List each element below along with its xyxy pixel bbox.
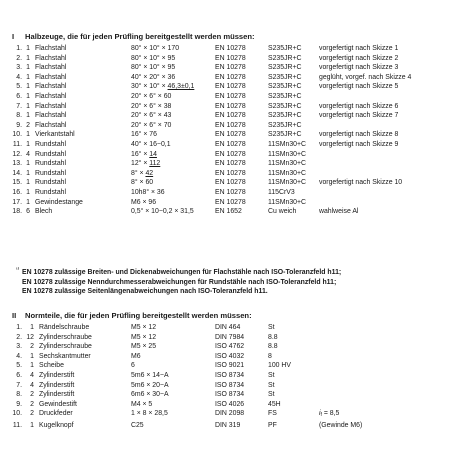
- row-quantity: 12: [26, 333, 34, 341]
- row-material: St: [268, 324, 275, 331]
- row-note: (Gewinde M6): [319, 421, 363, 429]
- table-row: [10, 323, 455, 333]
- section-2-title: Normteile, die für jeden Prüfling bereitgestellt werden müssen:: [25, 311, 252, 320]
- row-number: 8.: [16, 391, 22, 399]
- row-note: [319, 409, 455, 421]
- row-note: [319, 352, 455, 362]
- table-row: [10, 371, 455, 381]
- row-material: S235JR+C: [268, 131, 302, 139]
- row-designation: Flachstahl: [35, 83, 67, 91]
- row-dimensions: M5 × 12: [131, 333, 157, 341]
- row-material: S235JR+C: [268, 83, 302, 91]
- footnote-line: EN 10278 zulässige Nenndurchmesserabweichungen für Rundstähle nach ISO-Toleranzfeld h11;: [22, 278, 337, 286]
- row-quantity: 2: [30, 410, 34, 418]
- row-standard: DIN 2098: [215, 410, 245, 418]
- row-dimensions: 16° × 76: [131, 131, 157, 139]
- row-standard: ISO 9021: [215, 362, 245, 370]
- row-material: S235JR+C: [268, 112, 302, 120]
- row-dimensions: 10h8° × 36: [131, 188, 165, 196]
- row-note: vorgefertigt nach Skizze 9: [319, 140, 399, 148]
- row-number: 1.: [16, 324, 22, 331]
- row-designation: Flachstahl: [35, 102, 67, 110]
- row-note: vorgefertigt nach Skizze 1: [319, 45, 399, 52]
- row-designation: Rändelschraube: [39, 324, 90, 331]
- row-note: [319, 198, 455, 208]
- row-dimensions: 80° × 10° × 95: [131, 64, 176, 72]
- standard-parts-table: [10, 323, 455, 431]
- row-designation: Sechskantmutter: [39, 352, 91, 360]
- section-2-heading: [12, 311, 252, 321]
- table-row: [10, 188, 455, 198]
- spring-symbol: i: [319, 410, 321, 418]
- row-dimensions: M4 × 5: [131, 400, 153, 408]
- row-number: 16.: [12, 188, 22, 196]
- row-standard: EN 10278: [215, 198, 246, 206]
- row-quantity: 1: [26, 92, 30, 100]
- row-number: 12.: [12, 150, 22, 158]
- row-note: [319, 121, 455, 131]
- row-designation: Flachstahl: [35, 45, 67, 52]
- table-row: [10, 130, 455, 140]
- row-material: PF: [268, 421, 277, 429]
- row-number: 4.: [16, 73, 22, 81]
- table-row: [10, 381, 455, 391]
- table-row: [10, 352, 455, 362]
- row-material: St: [268, 391, 275, 399]
- row-designation: Gewindestift: [39, 400, 77, 408]
- row-dimensions: 8° × 60: [131, 179, 154, 187]
- table-row: [10, 207, 455, 217]
- row-dimensions: 1 × 8 × 28,5: [131, 410, 168, 418]
- row-note: [319, 333, 455, 343]
- row-number: 14.: [12, 169, 22, 177]
- dimension-prefix: 30° × 10° ×: [131, 83, 168, 91]
- row-dimensions: 40° × 20° × 36: [131, 73, 176, 81]
- table-row: [10, 140, 455, 150]
- table-row: [10, 73, 455, 83]
- dimension-tolerance: 14: [149, 150, 157, 158]
- row-number: 2.: [16, 54, 22, 62]
- row-note: [319, 400, 455, 410]
- row-material: 8.8: [268, 333, 278, 341]
- row-quantity: 1: [26, 64, 30, 72]
- row-dimensions: 5m6 × 20−A: [131, 381, 169, 389]
- row-quantity: 1: [30, 352, 34, 360]
- row-quantity: 1: [26, 169, 30, 177]
- row-designation: Flachstahl: [35, 112, 67, 120]
- row-designation: Rundstahl: [35, 160, 67, 168]
- row-note: [319, 371, 455, 381]
- row-dimensions: 20° × 6° × 43: [131, 112, 172, 120]
- row-note: [319, 159, 455, 169]
- row-note: vorgefertigt nach Skizze 7: [319, 112, 399, 120]
- row-material: 11SMn30+C: [268, 160, 306, 168]
- row-quantity: 1: [26, 83, 30, 91]
- row-designation: Rundstahl: [35, 140, 67, 148]
- row-number: 7.: [16, 381, 22, 389]
- row-quantity: 2: [26, 121, 30, 129]
- row-standard: ISO 4762: [215, 343, 245, 351]
- row-material: 8: [268, 352, 272, 360]
- row-number: 13.: [12, 160, 22, 168]
- row-number: 10.: [12, 131, 22, 139]
- row-quantity: 1: [26, 131, 30, 139]
- row-quantity: 1: [26, 188, 30, 196]
- section-1-title: Halbzeuge, die für jeden Prüfling bereitgestellt werden müssen:: [25, 32, 255, 41]
- row-number: 10.: [12, 410, 22, 418]
- row-number: 3.: [16, 343, 22, 351]
- row-material: 11SMn30+C: [268, 150, 306, 158]
- row-note: vorgefertigt nach Skizze 8: [319, 131, 399, 139]
- row-designation: Rundstahl: [35, 179, 67, 187]
- row-standard: ISO 8734: [215, 381, 245, 389]
- row-note: [319, 390, 455, 400]
- table-row: [10, 421, 455, 431]
- table-row: [10, 82, 455, 92]
- row-designation: Gewindestange: [35, 198, 83, 206]
- row-standard: ISO 4032: [215, 352, 245, 360]
- row-standard: EN 10278: [215, 102, 246, 110]
- row-quantity: 1: [26, 198, 30, 206]
- row-dimensions: M6 × 96: [131, 198, 157, 206]
- row-designation: Druckfeder: [39, 410, 73, 418]
- row-number: 7.: [16, 102, 22, 110]
- row-designation: Blech: [35, 208, 53, 216]
- row-dimensions: [131, 150, 215, 160]
- table-row: [10, 44, 455, 54]
- row-designation: Rundstahl: [35, 150, 67, 158]
- row-material: St: [268, 371, 275, 379]
- row-number: 5.: [16, 83, 22, 91]
- dimension-tolerance: 112: [149, 160, 161, 168]
- row-note: [319, 342, 455, 352]
- row-standard: DIN 7984: [215, 333, 245, 341]
- table-row: [10, 121, 455, 131]
- row-designation: Flachstahl: [35, 121, 67, 129]
- row-quantity: 2: [30, 343, 34, 351]
- row-standard: EN 10278: [215, 54, 246, 62]
- row-standard: EN 10278: [215, 140, 246, 148]
- section-1-number: I: [12, 32, 15, 41]
- table-row: [10, 342, 455, 352]
- row-designation: Scheibe: [39, 362, 64, 370]
- row-standard: EN 10278: [215, 179, 246, 187]
- row-designation: Kugelknopf: [39, 421, 74, 429]
- table-row: [10, 198, 455, 208]
- row-quantity: 1: [26, 73, 30, 81]
- row-dimensions: 0,5° × 10−0,2 × 31,5: [131, 208, 194, 216]
- table-row: [10, 63, 455, 73]
- table-row: [10, 409, 455, 421]
- dimension-tolerance: 46,3±0,1: [167, 83, 195, 91]
- row-number: 11.: [12, 421, 22, 429]
- section-1-heading: [12, 32, 255, 42]
- row-designation: Flachstahl: [35, 73, 67, 81]
- row-quantity: 1: [26, 102, 30, 110]
- row-designation: Flachstahl: [35, 92, 67, 100]
- row-dimensions: M5 × 12: [131, 324, 157, 331]
- row-quantity: 2: [30, 400, 34, 408]
- row-designation: Zylinderschraube: [39, 343, 92, 351]
- row-standard: ISO 8734: [215, 391, 245, 399]
- row-quantity: 4: [26, 150, 30, 158]
- row-standard: EN 10278: [215, 169, 246, 177]
- row-material: S235JR+C: [268, 64, 302, 72]
- row-material: 8.8: [268, 343, 278, 351]
- row-number: 2.: [16, 333, 22, 341]
- row-standard: EN 10278: [215, 150, 246, 158]
- row-designation: Rundstahl: [35, 169, 67, 177]
- row-dimensions: [131, 159, 215, 169]
- row-quantity: 4: [30, 381, 34, 389]
- row-note: vorgefertigt nach Skizze 3: [319, 64, 399, 72]
- row-note: vorgefertigt nach Skizze 10: [319, 179, 403, 187]
- table-row: [10, 361, 455, 371]
- row-standard: EN 10278: [215, 160, 246, 168]
- row-standard: EN 1652: [215, 208, 242, 216]
- row-material: 11SMn30+C: [268, 198, 306, 206]
- row-note: vorgefertigt nach Skizze 5: [319, 83, 399, 91]
- row-quantity: 2: [30, 391, 34, 399]
- row-dimensions: 5m6 × 14−A: [131, 371, 169, 379]
- row-dimensions: [131, 169, 215, 179]
- row-note: [319, 323, 455, 333]
- row-number: 18.: [12, 208, 22, 216]
- row-designation: Flachstahl: [35, 64, 67, 72]
- footnote-line: EN 10278 zulässige Breiten- und Dickenabweichungen für Flachstähle nach ISO-Toleranzfeld h11;: [22, 269, 342, 276]
- table-row: [10, 400, 455, 410]
- row-note: [319, 169, 455, 179]
- row-designation: Zylinderstift: [39, 381, 75, 389]
- row-quantity: 4: [30, 371, 34, 379]
- row-quantity: 1: [26, 160, 30, 168]
- row-number: 1.: [16, 45, 22, 52]
- row-note: [319, 92, 455, 102]
- row-note: vorgefertigt nach Skizze 2: [319, 54, 399, 62]
- table-row: [10, 111, 455, 121]
- row-number: 6.: [16, 92, 22, 100]
- row-standard: EN 10278: [215, 131, 246, 139]
- row-designation: Vierkantstahl: [35, 131, 75, 139]
- row-designation: Zylinderstift: [39, 391, 75, 399]
- row-dimensions: 40° × 16−0,1: [131, 140, 171, 148]
- row-designation: Flachstahl: [35, 54, 67, 62]
- row-material: 11SMn30+C: [268, 179, 306, 187]
- row-dimensions: 6: [131, 362, 135, 370]
- row-material: S235JR+C: [268, 102, 302, 110]
- row-standard: EN 10278: [215, 121, 246, 129]
- row-note: vorgefertigt nach Skizze 6: [319, 102, 399, 110]
- row-note: [319, 361, 455, 371]
- row-dimensions: 20° × 6° × 60: [131, 92, 172, 100]
- tolerance-footnote: [16, 267, 342, 297]
- footnote-line: EN 10278 zulässige Seitenlängenabweichungen nach ISO-Toleranzfeld h11.: [22, 288, 268, 295]
- row-note: geglüht, vorgef. nach Skizze 4: [319, 73, 412, 81]
- row-quantity: 1: [30, 421, 34, 429]
- row-standard: EN 10278: [215, 45, 246, 52]
- row-material: S235JR+C: [268, 92, 302, 100]
- spring-subscript: f: [320, 412, 322, 419]
- table-row: [10, 169, 455, 179]
- row-designation: Rundstahl: [35, 188, 67, 196]
- row-dimensions: [131, 82, 215, 92]
- row-dimensions: 20° × 6° × 38: [131, 102, 172, 110]
- row-quantity: 1: [26, 45, 30, 52]
- row-quantity: 1: [30, 362, 34, 370]
- row-number: 11.: [12, 140, 22, 148]
- row-material: S235JR+C: [268, 121, 302, 129]
- row-material: St: [268, 381, 275, 389]
- row-designation: Zylinderschraube: [39, 333, 92, 341]
- spring-value: = 8,5: [321, 410, 340, 418]
- table-row: [10, 333, 455, 343]
- footnote-marker: ¹⁾: [16, 267, 20, 273]
- row-number: 15.: [12, 179, 22, 187]
- row-standard: EN 10278: [215, 188, 246, 196]
- table-row: [10, 54, 455, 64]
- row-standard: ISO 4026: [215, 400, 245, 408]
- row-material: 11SMn30+C: [268, 140, 306, 148]
- row-standard: EN 10278: [215, 83, 246, 91]
- row-quantity: 1: [26, 112, 30, 120]
- row-quantity: 1: [30, 324, 34, 331]
- row-material: Cu weich: [268, 208, 297, 216]
- row-number: 8.: [16, 112, 22, 120]
- row-dimensions: 80° × 10° × 170: [131, 45, 180, 52]
- row-standard: EN 10278: [215, 73, 246, 81]
- row-material: FS: [268, 410, 277, 418]
- row-number: 17.: [12, 198, 22, 206]
- table-row: [10, 102, 455, 112]
- row-dimensions: C25: [131, 421, 144, 429]
- row-dimensions: M6: [131, 352, 141, 360]
- row-designation: Zylinderstift: [39, 371, 75, 379]
- row-material: S235JR+C: [268, 54, 302, 62]
- row-number: 4.: [16, 352, 22, 360]
- row-quantity: 1: [26, 140, 30, 148]
- row-dimensions: 20° × 6° × 70: [131, 121, 172, 129]
- row-standard: EN 10278: [215, 112, 246, 120]
- row-material: 115CrV3: [268, 188, 295, 196]
- row-number: 9.: [16, 121, 22, 129]
- row-standard: DIN 464: [215, 324, 241, 331]
- table-row: [10, 390, 455, 400]
- table-row: [10, 92, 455, 102]
- row-material: S235JR+C: [268, 73, 302, 81]
- row-note: [319, 188, 455, 198]
- row-quantity: 6: [26, 208, 30, 216]
- row-material: 11SMn30+C: [268, 169, 306, 177]
- dimension-prefix: 8° ×: [131, 169, 146, 177]
- row-note: [319, 381, 455, 391]
- row-quantity: 1: [26, 54, 30, 62]
- row-number: 6.: [16, 371, 22, 379]
- table-row: [10, 159, 455, 169]
- row-standard: ISO 8734: [215, 371, 245, 379]
- row-dimensions: M5 × 25: [131, 343, 157, 351]
- semi-finished-parts-table: [10, 44, 455, 217]
- row-material: S235JR+C: [268, 45, 302, 52]
- dimension-tolerance: 42: [145, 169, 154, 177]
- dimension-prefix: 16° ×: [131, 150, 150, 158]
- row-standard: DIN 319: [215, 421, 241, 429]
- row-dimensions: 80° × 10° × 95: [131, 54, 176, 62]
- section-2-number: II: [12, 311, 17, 320]
- row-material: 45H: [268, 400, 281, 408]
- table-row: [10, 150, 455, 160]
- table-row: [10, 178, 455, 188]
- dimension-prefix: 12° ×: [131, 160, 150, 168]
- row-number: 9.: [16, 400, 22, 408]
- row-standard: EN 10278: [215, 64, 246, 72]
- row-quantity: 1: [26, 179, 30, 187]
- row-note: wahlweise Al: [319, 208, 359, 216]
- row-standard: EN 10278: [215, 92, 246, 100]
- row-material: 100 HV: [268, 362, 291, 370]
- row-number: 5.: [16, 362, 22, 370]
- row-note: [319, 150, 455, 160]
- row-number: 3.: [16, 64, 22, 72]
- row-dimensions: 6m6 × 30−A: [131, 391, 169, 399]
